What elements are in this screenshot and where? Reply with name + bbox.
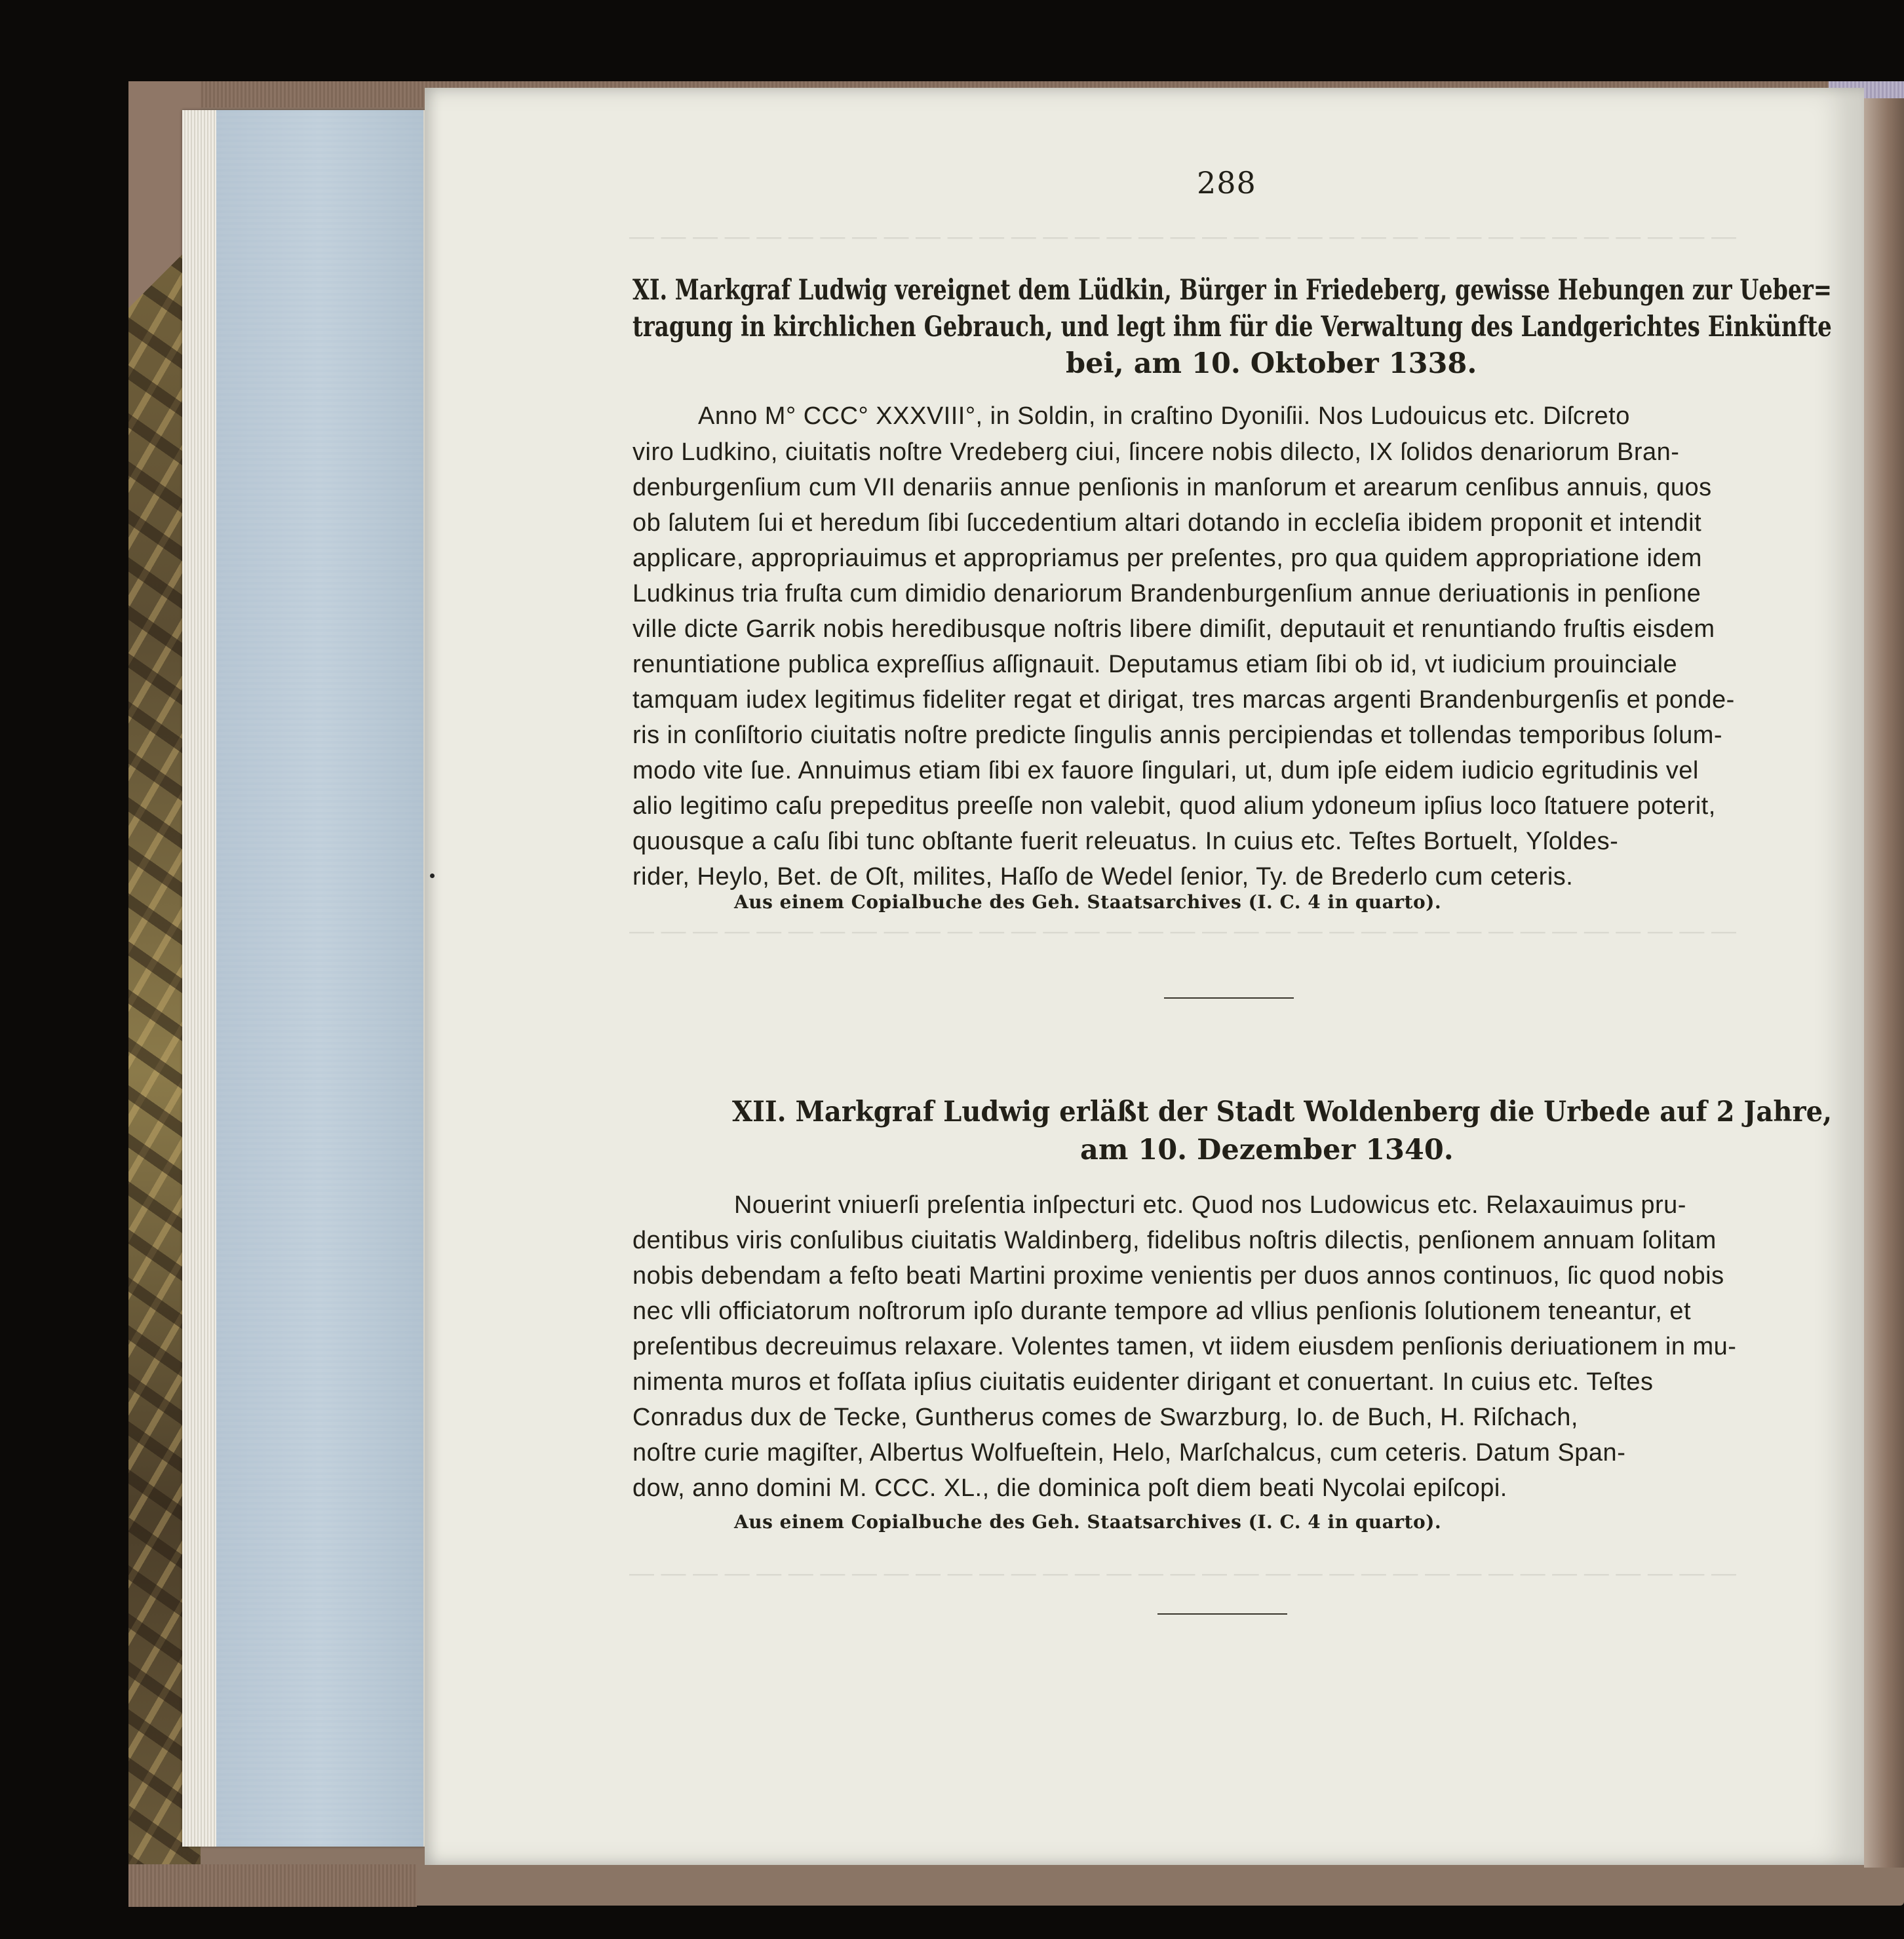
show-through-text: — — — — — — — — — — — — — — — — — — — — — — — — — — — — — — — — — — —	[629, 917, 1736, 945]
stray-mark	[430, 874, 435, 878]
section-xii-body-line: noſtre curie magiſter, Albertus Wolfueſtein, Helo, Marſchalcus, cum ceteris. Datum Span-	[632, 1439, 1626, 1467]
section-xi-body-line: ris in conſiſtorio ciuitatis noſtre predicte ſingulis annis percipiendas et tollendas temporibus ſolum-	[632, 721, 1723, 749]
section-xi-body-line: Anno M° CCC° XXXVIII°, in Soldin, in craſtino Dyoniſii. Nos Ludouicus etc. Diſcreto	[698, 402, 1630, 430]
section-xi-body-line: viro Ludkino, ciuitatis noſtre Vredeberg ciui, ſincere nobis dilecto, IX ſolidos denariorum Bran-	[632, 438, 1680, 466]
section-xi-body-line: Ludkinus tria fruſta cum dimidio denariorum Brandenburgenſium annue deriuationis in penſione	[632, 580, 1701, 607]
section-xi-body-line: rider, Heylo, Bet. de Oſt, milites, Haſſo de Wedel ſenior, Ty. de Brederlo cum ceteris.	[632, 863, 1574, 891]
section-xii-heading-line-2: am 10. Dezember 1340.	[1080, 1134, 1454, 1166]
section-xii-body-line: dow, anno domini M. CCC. XL., die dominica poſt diem beati Nycolai epiſcopi.	[632, 1474, 1507, 1502]
show-through-text: — — — — — — — — — — — — — — — — — — — — — — — — — — — — — — — — — — —	[629, 1560, 1736, 1587]
section-xi-body-line: renuntiatione publica expreſſius aſſignauit. Deputamus etiam ſibi ob id, vt iudicium prouinciale	[632, 651, 1678, 678]
show-through-text: — — — — — — — — — — — — — — — — — — — — — — — — — — — — — — — — — — —	[629, 223, 1736, 250]
closing-divider	[1157, 1613, 1287, 1615]
section-xii-source-note: Aus einem Copialbuche des Geh. Staatsarchives (I. C. 4 in quarto).	[734, 1511, 1442, 1533]
section-divider	[1164, 997, 1294, 999]
section-xi-body-line: ob ſalutem ſui et heredum ſibi ſuccedentium altari dotando in eccleſia ibidem proponit et intendit	[632, 509, 1702, 537]
section-xii-body-line: preſentibus decreuimus relaxare. Volentes tamen, vt iidem eiusdem penſionis deriuationem in mu-	[632, 1333, 1737, 1360]
section-xii-body-line: Nouerint vniuerſi preſentia inſpecturi etc. Quod nos Ludowicus etc. Relaxauimus pru-	[734, 1191, 1686, 1219]
section-xii-body-line: nobis debendam a feſto beati Martini proxime venientis per duos annos continuos, ſic quod nobis	[632, 1262, 1724, 1290]
section-xi-body-line: ville dicte Garrik nobis heredibusque noſtris libere dimiſit, deputauit et renuntiando fruſtis eisdem	[632, 615, 1715, 643]
page-number: 288	[1197, 165, 1256, 201]
section-xi-heading-line-2: tragung in kirchlichen Gebrauch, und legt ihm für die Verwaltung des Landgerichtes Einkünfte	[632, 311, 1832, 343]
section-xi-source-note: Aus einem Copialbuche des Geh. Staatsarchives (I. C. 4 in quarto).	[734, 891, 1442, 913]
section-xii-heading-line-1: XII. Markgraf Ludwig erläßt der Stadt Woldenberg die Urbede auf 2 Jahre,	[732, 1096, 1833, 1128]
section-xi-body-line: tamquam iudex legitimus fideliter regat et dirigat, tres marcas argenti Brandenburgenſis et ponde-	[632, 686, 1735, 714]
sprinkled-page-edge	[216, 110, 423, 1847]
section-xi-heading-line-3: bei, am 10. Oktober 1338.	[1066, 347, 1477, 380]
section-xi-body-line: alio legitimo caſu prepeditus preeſſe non valebit, quod alium ydoneum ipſius loco ſtatuere poterit,	[632, 792, 1716, 820]
section-xi-heading-line-1: XI. Markgraf Ludwig vereignet dem Lüdkin, Bürger in Friedeberg, gewisse Hebungen zur Ueber=	[632, 274, 1832, 307]
right-page-gutter	[1864, 92, 1904, 1868]
section-xi-body-line: modo vite ſue. Annuimus etiam ſibi ex fauore ſingulari, ut, dum ipſe eidem iudicio egritudinis vel	[632, 757, 1699, 784]
section-xii-body-line: dentibus viris conſulibus ciuitatis Waldinberg, fidelibus noſtris dilectis, penſionem annuam ſolitam	[632, 1227, 1717, 1254]
section-xi-body-line: applicare, appropriauimus et appropriamus per preſentes, pro qua quidem appropriatione idem	[632, 545, 1702, 572]
section-xii-body-line: nec vlli officiatorum noſtrorum ipſo durante tempore ad vllius penſionis ſolutionem teneantur, et	[632, 1297, 1692, 1325]
section-xi-body-line: quousque a caſu ſibi tunc obſtante fuerit releuatus. In cuius etc. Teſtes Bortuelt, Yſoldes-	[632, 828, 1619, 855]
section-xii-body-line: nimenta muros et foſſata ipſius ciuitatis euidenter dirigant et conuertant. In cuius etc. Teſtes	[632, 1368, 1654, 1396]
section-xi-body-line: denburgenſium cum VII denariis annue penſionis in manſorum et arearum cenſibus annuis, quos	[632, 474, 1712, 501]
section-xii-body-line: Conradus dux de Tecke, Guntherus comes de Swarzburg, Io. de Buch, H. Riſchach,	[632, 1404, 1578, 1431]
cover-cloth-bottom	[128, 1864, 417, 1907]
